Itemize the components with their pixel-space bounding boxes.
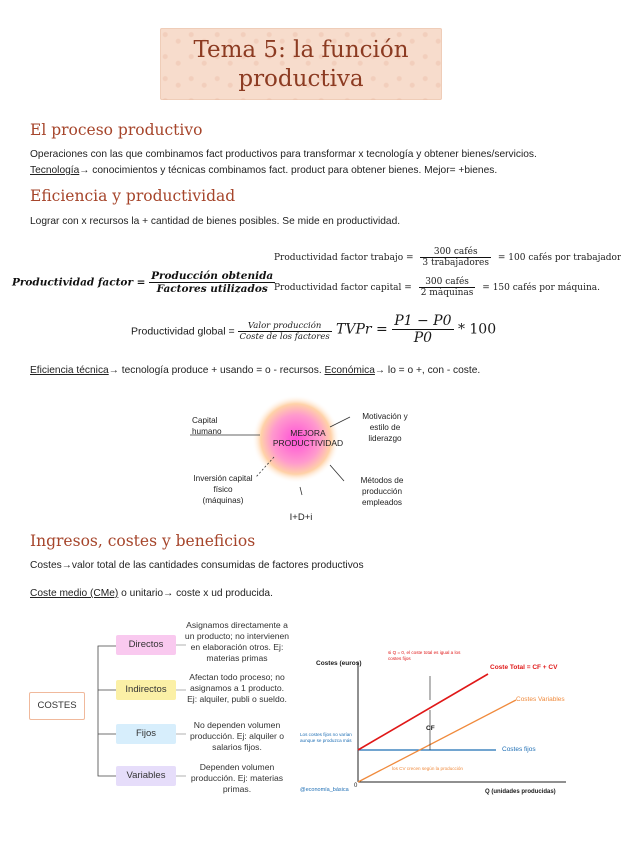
proceso-definition: Operaciones con las que combinamos fact productivos para transformar x tecnología y obtener bienes/servicios. [30, 149, 537, 160]
pf-denominator: Factores utilizados [156, 283, 268, 295]
mejora-productividad-label: MEJORA PRODUCTIVIDAD [272, 428, 344, 448]
productividad-global-formula [131, 321, 332, 342]
directos-note: Asignamos directamente a un producto; no intervienen en elaboración otros. Ej: materias primas [184, 620, 290, 663]
fijos-note: No dependen volumen producción. Ej: alquiler o salarios fijos. [189, 720, 285, 752]
variables-note: Dependen volumen producción. Ej: materias primas. [190, 762, 284, 794]
eficiencia-economica-term: Económica [324, 365, 375, 376]
ex1-result: = 100 cafés por trabajador [497, 253, 621, 263]
tvpr-tail: * 100 [457, 321, 497, 338]
costes-term: Costes [30, 560, 62, 571]
ex1-denominator: 3 trabajadores [422, 258, 490, 268]
ex2-fraction [419, 277, 476, 298]
heading-proceso-productivo: El proceso productivo [30, 121, 203, 139]
example-capital [274, 277, 600, 298]
note-left: Los costes fijos no varían aunque se produzca más [300, 732, 352, 743]
fijos-box: Fijos [116, 724, 176, 744]
capital-humano-label: Capital humano [192, 416, 222, 436]
title-line-2: productiva [238, 66, 364, 92]
pf-lhs: Productividad factor = [12, 276, 146, 289]
graph-xlabel: Q (unidades producidas) [485, 789, 556, 795]
eficiencia-definition: Lograr con x recursos la + cantidad de bienes posibles. Se mide en productividad. [30, 216, 401, 227]
motivacion-label: Motivación y estilo de liderazgo [362, 412, 408, 443]
directos-box: Directos [116, 635, 176, 655]
tecnologia-line [30, 163, 497, 179]
coste-medio-definition [30, 586, 273, 602]
eficiencia-economica-text: → lo = o +, con - coste. [374, 365, 481, 376]
graph-ylabel: Costes (euros) [316, 660, 362, 667]
idi-label: I+D+i [289, 512, 313, 523]
ex2-label: Productividad factor capital = [274, 283, 412, 293]
pg-fraction [238, 321, 332, 342]
eficiencia-tecnica-term: Eficiencia técnica [30, 365, 109, 376]
tvpr-numerator: P1 − P0 [394, 313, 452, 329]
pf-fraction [149, 270, 275, 295]
coste-medio-text: o unitario→ coste x ud producida. [118, 588, 273, 599]
coste-total-label: Coste Total = CF + CV [490, 664, 558, 671]
costes-variables-label: Costes Variables [516, 696, 565, 703]
tvpr-denominator: P0 [413, 330, 433, 346]
eficiencia-types [30, 363, 480, 379]
tecnologia-term: Tecnología [30, 165, 80, 176]
tvpr-fraction [392, 313, 453, 346]
tecnologia-definition: → conocimientos y técnicas combinamos fact. product para obtener bienes. Mejor= +bienes. [79, 165, 498, 176]
pg-denominator: Coste de los factores [239, 332, 330, 342]
costes-root-box: COSTES [29, 692, 85, 720]
pg-numerator: Valor producción [238, 321, 332, 332]
coste-total-line [358, 674, 488, 750]
ex1-label: Productividad factor trabajo = [274, 253, 414, 263]
pf-numerator: Producción obtenida [151, 270, 274, 282]
costes-fijos-label: Costes fijos [502, 746, 536, 753]
tvpr-formula [336, 313, 496, 346]
graph-origin: 0 [354, 783, 358, 789]
heading-ingresos: Ingresos, costes y beneficios [30, 532, 256, 550]
line-metodos [330, 465, 344, 481]
coste-medio-term: Coste medio (CMe) [30, 588, 119, 599]
eficiencia-tecnica-text: → tecnología produce + usando = o - recursos. [108, 365, 322, 376]
note-bottom: los CV crecen según la producción [392, 766, 463, 771]
ex2-denominator: 2 máquinas [420, 288, 474, 298]
ex2-numerator: 300 cafés [419, 277, 476, 288]
ex2-result: = 150 cafés por máquina. [482, 283, 600, 293]
ex1-fraction [420, 247, 491, 268]
graph-credit: @economía_básica [300, 787, 349, 793]
pg-lhs: Productividad global = [131, 325, 235, 338]
indirectos-box: Indirectos [116, 680, 176, 700]
tvpr-lhs: TVPr = [336, 321, 388, 338]
title-line-1: Tema 5: la función [193, 37, 409, 63]
note-top: si Q = 0, el coste total es igual a los costes fijos [388, 650, 461, 661]
ex1-numerator: 300 cafés [420, 247, 491, 258]
heading-eficiencia: Eficiencia y productividad [30, 187, 236, 205]
example-trabajo [274, 247, 621, 268]
costes-definition [30, 558, 364, 574]
productividad-factor-formula [12, 270, 275, 295]
line-idi [300, 487, 302, 495]
metodos-label: Métodos de producción empleados [360, 476, 404, 507]
cf-mark: CF [426, 725, 435, 732]
variables-box: Variables [116, 766, 176, 786]
inversion-label: Inversión capital físico (máquinas) [193, 474, 253, 505]
page-title [160, 36, 442, 94]
costes-text: →valor total de las cantidades consumidas de factores productivos [61, 560, 364, 571]
indirectos-note: Afectan todo proceso; no asignamos a 1 producto. Ej: alquiler, publi o sueldo. [187, 672, 287, 704]
